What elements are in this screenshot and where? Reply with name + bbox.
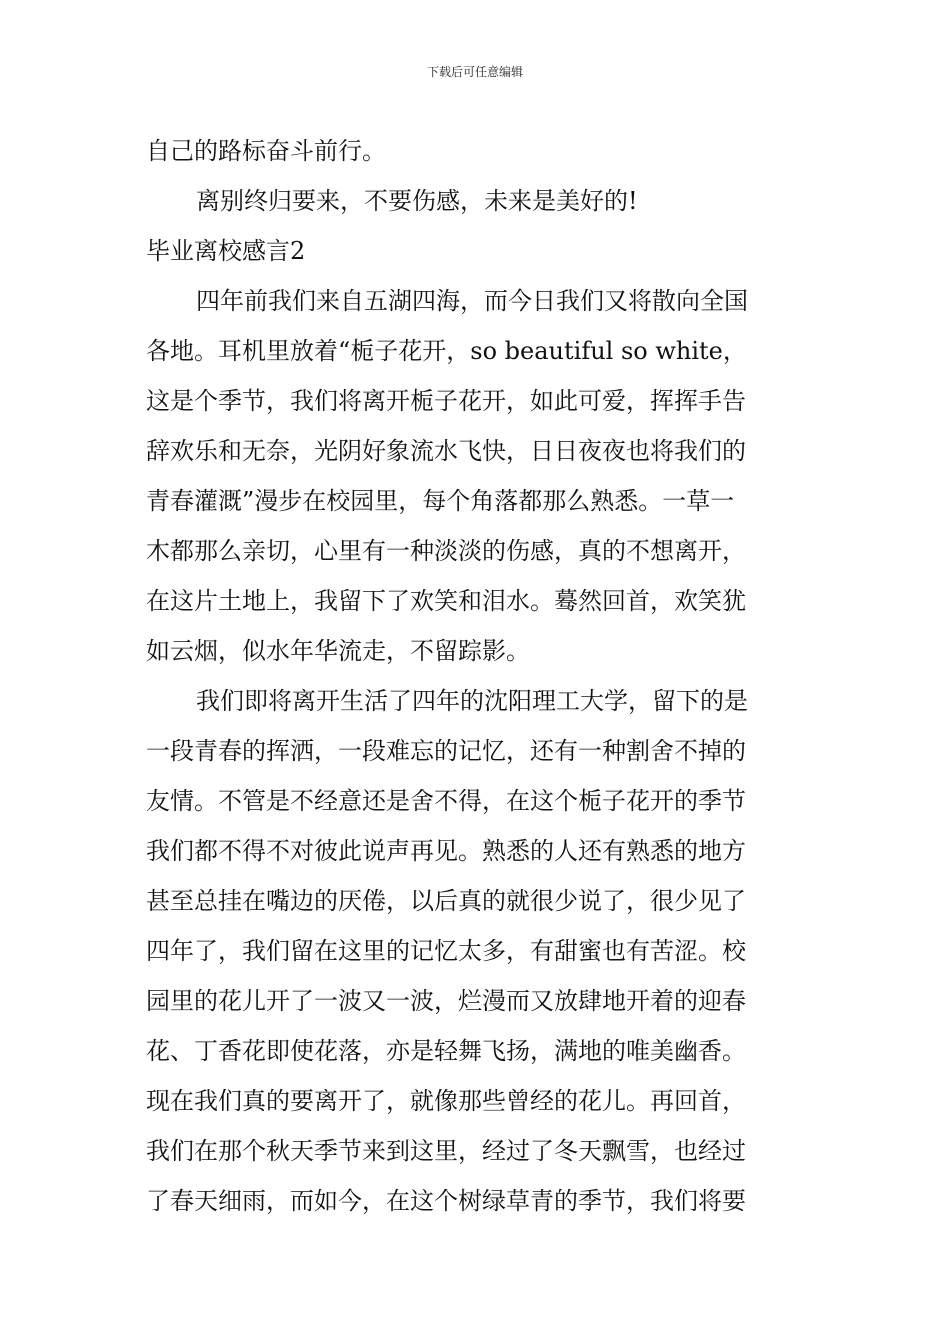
text-line: 甚至总挂在嘴边的厌倦，以后真的就很少说了，很少见了 <box>146 887 746 915</box>
page-header: 下载后可任意编辑 <box>426 65 523 79</box>
text-line: 友情。不管是不经意还是舍不得，在这个栀子花开的季节 <box>146 787 746 815</box>
text-line: 我们都不得不对彼此说声再见。熟悉的人还有熟悉的地方 <box>146 837 746 865</box>
text-line: 园里的花儿开了一波又一波，烂漫而又放肆地开着的迎春 <box>146 987 746 1015</box>
text-line: 离别终归要来，不要伤感，未来是美好的! <box>196 187 638 215</box>
document-body <box>146 126 808 1226</box>
text-line: 如云烟，似水年华流走，不留踪影。 <box>146 637 530 665</box>
text-line: 木都那么亲切，心里有一种淡淡的伤感，真的不想离开， <box>146 537 746 565</box>
text-line: 我们即将离开生活了四年的沈阳理工大学，留下的是 <box>196 687 748 715</box>
text-line: 四年前我们来自五湖四海，而今日我们又将散向全国 <box>196 287 748 315</box>
section-title: 毕业离校感言2 <box>146 237 306 265</box>
text-line: 这是个季节，我们将离开栀子花开，如此可爱，挥挥手告 <box>146 387 746 415</box>
text-line: 了春天细雨，而如今，在这个树绿草青的季节，我们将要 <box>146 1187 746 1215</box>
text-line: 在这片土地上，我留下了欢笑和泪水。蓦然回首，欢笑犹 <box>146 587 746 615</box>
text-line: 一段青春的挥洒，一段难忘的记忆，还有一种割舍不掉的 <box>146 737 746 765</box>
text-line: 辞欢乐和无奈，光阴好象流水飞快，日日夜夜也将我们的 <box>146 437 746 465</box>
text-line: 花、丁香花即使花落，亦是轻舞飞扬，满地的唯美幽香。 <box>146 1037 746 1065</box>
text-line: 青春灌溉”漫步在校园里，每个角落都那么熟悉。一草一 <box>146 487 735 515</box>
text-line: 各地。耳机里放着“栀子花开，so beautiful so white， <box>146 337 747 365</box>
text-line: 我们在那个秋天季节来到这里，经过了冬天飘雪，也经过 <box>146 1137 746 1165</box>
text-line: 四年了，我们留在这里的记忆太多，有甜蜜也有苦涩。校 <box>146 937 746 965</box>
text-line: 自己的路标奋斗前行。 <box>146 137 386 165</box>
text-line: 现在我们真的要离开了，就像那些曾经的花儿。再回首， <box>146 1087 746 1115</box>
